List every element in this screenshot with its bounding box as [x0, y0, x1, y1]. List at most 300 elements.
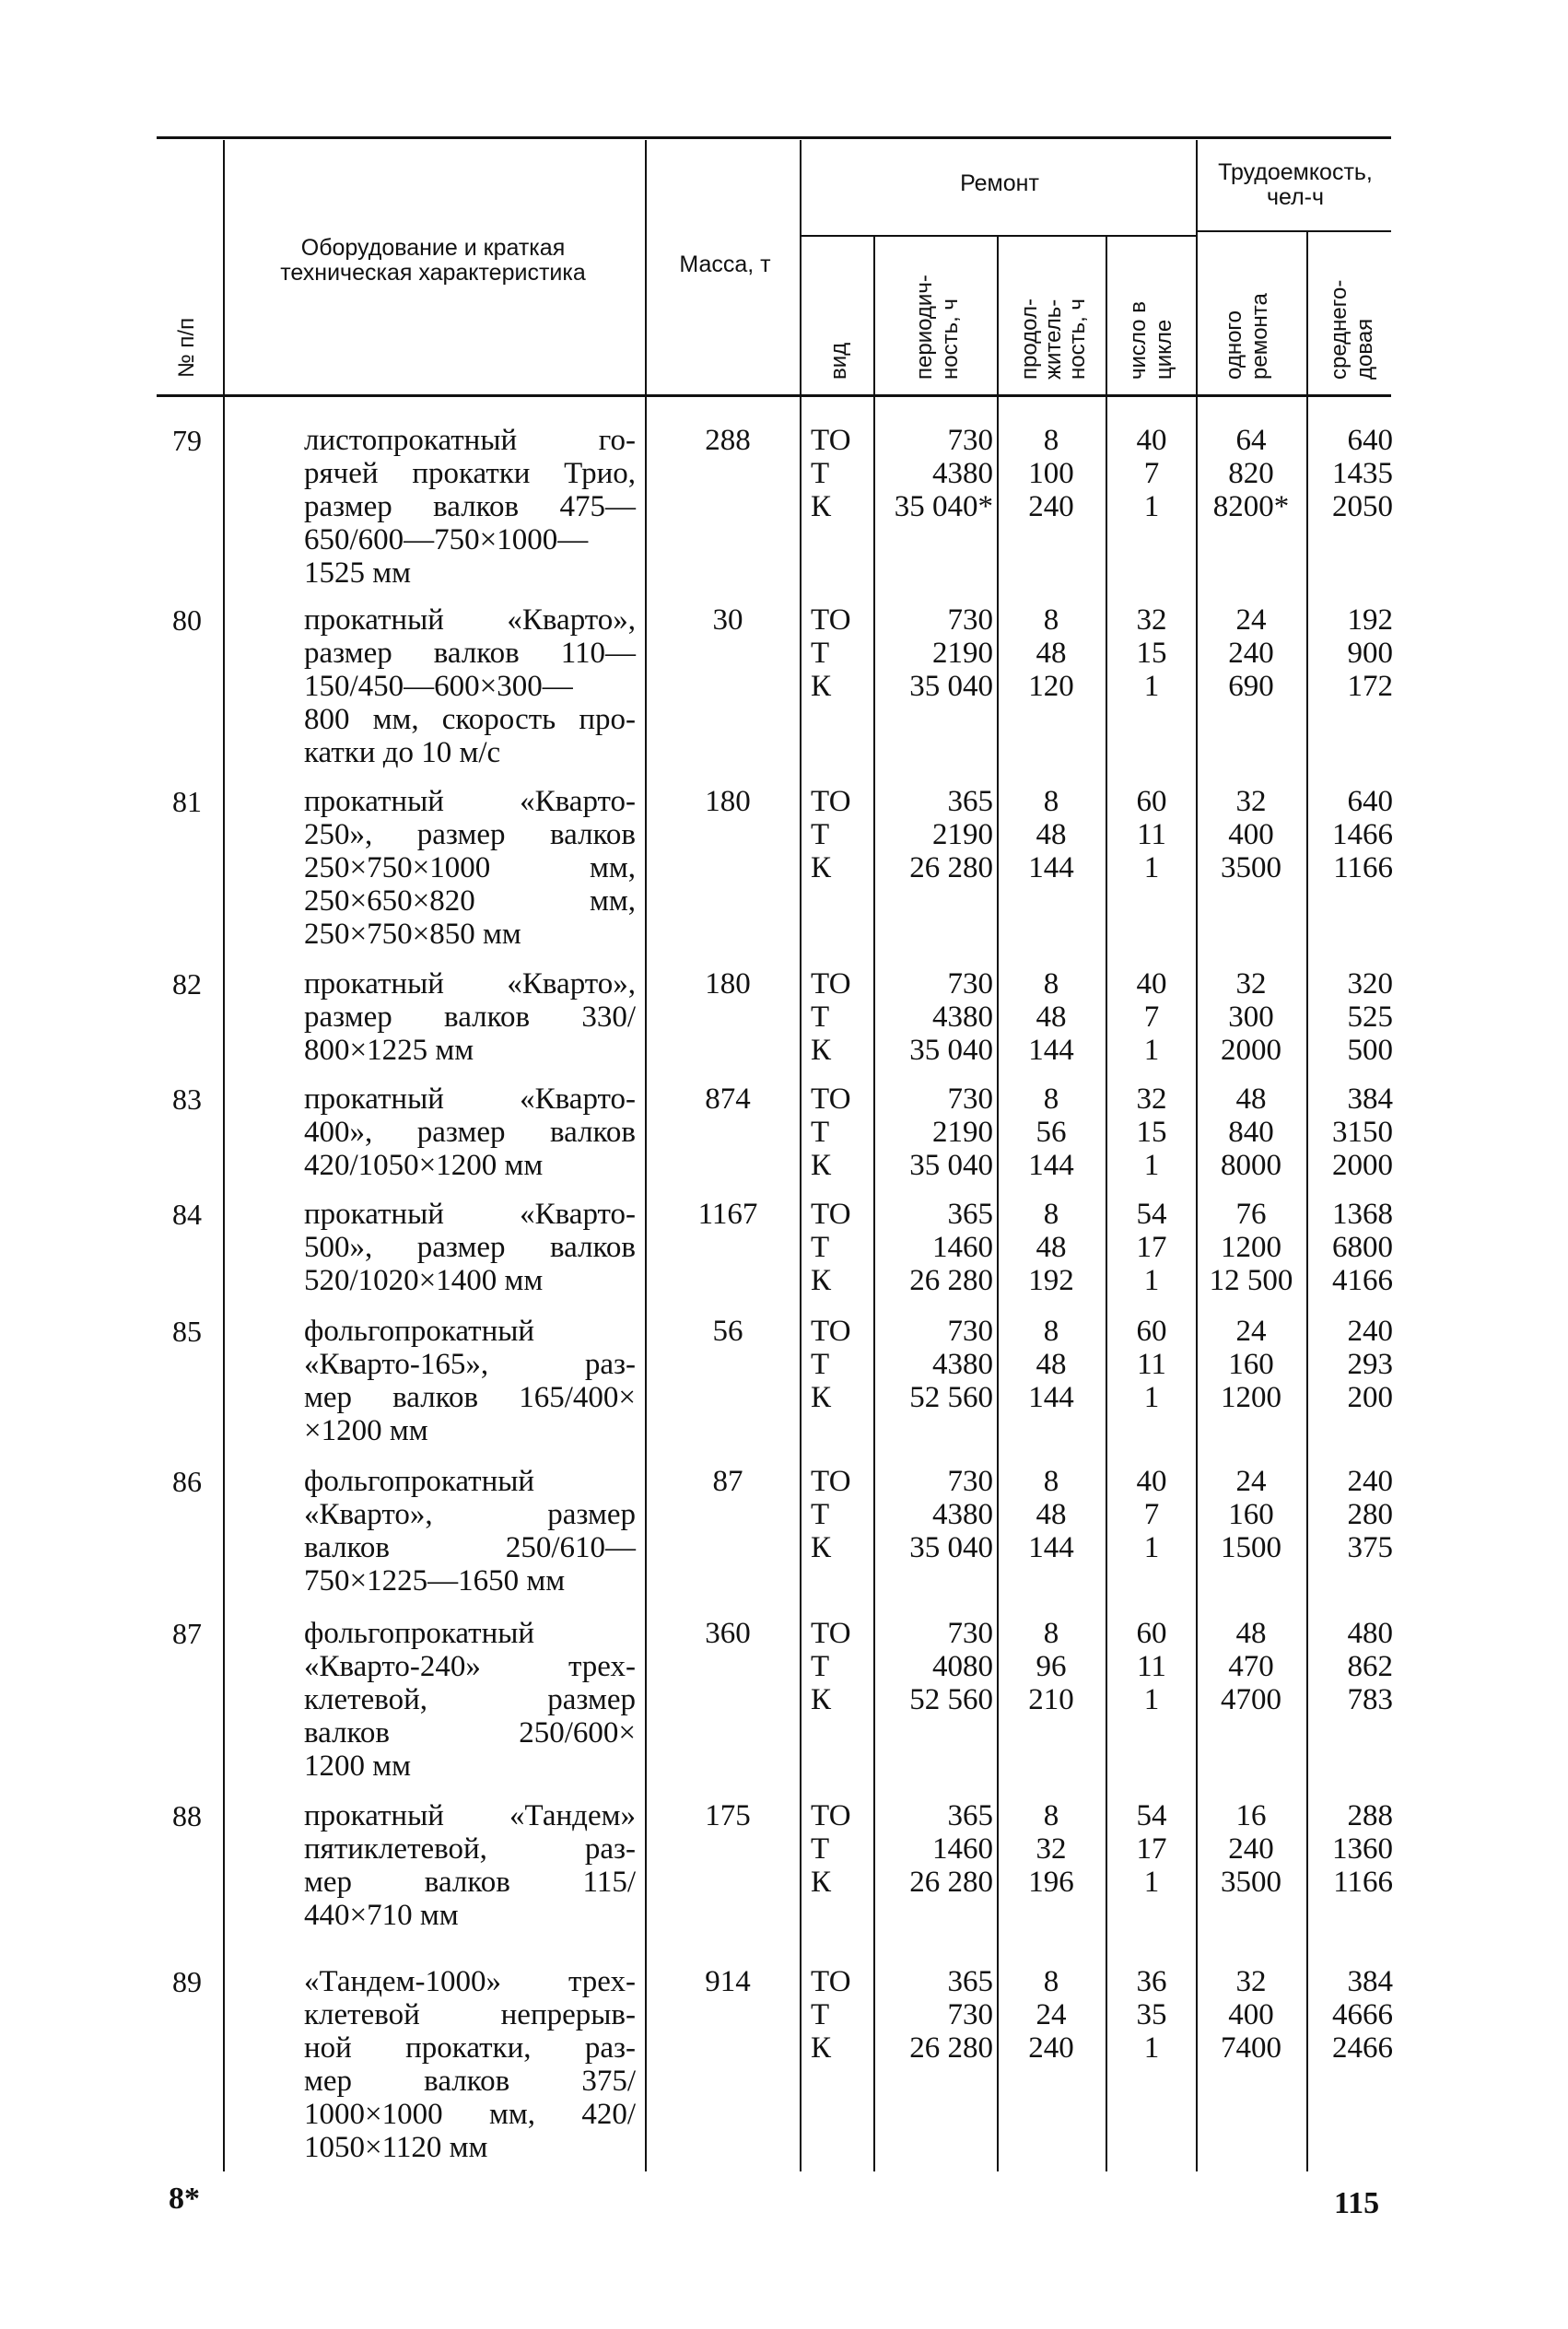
description-line: 650/600—750×1000—: [304, 523, 589, 556]
count-value: 1: [1143, 670, 1160, 703]
duration-value: 8: [1043, 603, 1059, 637]
count-value: 60: [1136, 1617, 1167, 1650]
description-line: прокатный «Кварто»,: [304, 967, 636, 1001]
duration-value: 120: [1028, 670, 1074, 703]
duration-value: 48: [1036, 1231, 1067, 1264]
description-line: 500», размер валков: [304, 1231, 636, 1264]
labor-avg-value: 293: [1347, 1348, 1393, 1381]
period-value: 2190: [932, 1116, 993, 1149]
duration-value: 144: [1028, 1149, 1074, 1182]
description-line: мер валков 165/400×: [304, 1381, 636, 1414]
count-value: 1: [1143, 1264, 1160, 1297]
description-line: размер валков 475—: [304, 490, 636, 523]
description-line: размер валков 330/: [304, 1001, 636, 1034]
period-value: 730: [947, 1998, 993, 2031]
duration-value: 24: [1036, 1998, 1067, 2031]
header-col-equipment: Оборудование и краткая техническая характеристика: [280, 235, 586, 286]
equipment-description: [304, 1617, 636, 1783]
period-value: 1460: [932, 1832, 993, 1866]
count-value: 36: [1136, 1965, 1167, 1998]
count-value: 54: [1136, 1799, 1167, 1832]
period-value: 730: [947, 1083, 993, 1116]
description-line: фольгопрокатный: [304, 1617, 535, 1650]
duration-value: 100: [1028, 457, 1074, 490]
count-value: 1: [1143, 1149, 1160, 1182]
col-divider-equipment: [645, 140, 647, 2171]
description-line: 250×750×850 мм: [304, 918, 521, 951]
repair-kind: К: [811, 2031, 832, 2065]
duration-value: 240: [1028, 2031, 1074, 2065]
labor-avg-value: 4166: [1332, 1264, 1393, 1297]
equipment-description: [304, 424, 636, 590]
labor-avg-value: 480: [1347, 1617, 1393, 1650]
period-value: 52 560: [909, 1683, 993, 1716]
period-value: 35 040*: [894, 490, 993, 523]
subheader-rule-repair: [802, 235, 1198, 237]
row-number: 86: [172, 1465, 202, 1498]
period-value: 4380: [932, 1348, 993, 1381]
description-line: 1050×1120 мм: [304, 2131, 488, 2164]
labor-avg-value: 2466: [1332, 2031, 1393, 2065]
labor-avg-value: 1360: [1332, 1832, 1393, 1866]
count-value: 11: [1137, 818, 1166, 851]
period-value: 730: [947, 1315, 993, 1348]
equipment-description: [304, 1965, 636, 2164]
period-value: 2190: [932, 818, 993, 851]
count-value: 32: [1136, 603, 1167, 637]
repair-kind: К: [811, 1264, 832, 1297]
duration-value: 240: [1028, 490, 1074, 523]
equipment-description: [304, 967, 636, 1067]
period-value: 35 040: [909, 1034, 993, 1067]
labor-avg-value: 783: [1347, 1683, 1393, 1716]
period-value: 730: [947, 1617, 993, 1650]
labor-one-value: 690: [1228, 670, 1274, 703]
description-line: 250×650×820 мм,: [304, 884, 636, 918]
labor-avg-value: 900: [1347, 637, 1393, 670]
labor-avg-value: 640: [1347, 424, 1393, 457]
labor-one-value: 4700: [1221, 1683, 1281, 1716]
count-value: 17: [1136, 1832, 1167, 1866]
duration-value: 8: [1043, 1315, 1059, 1348]
description-line: 400», размер валков: [304, 1116, 636, 1149]
repair-kind: К: [811, 851, 832, 884]
labor-avg-value: 384: [1347, 1083, 1393, 1116]
period-value: 4080: [932, 1650, 993, 1683]
header-col-avg: среднего-довая: [1327, 279, 1377, 380]
period-value: 730: [947, 603, 993, 637]
labor-one-value: 32: [1235, 1965, 1267, 1998]
description-line: 250», размер валков: [304, 818, 636, 851]
mass-value: 175: [705, 1799, 751, 1832]
mass-value: 874: [705, 1083, 751, 1116]
repair-kind: ТО: [811, 603, 851, 637]
repair-kind: ТО: [811, 1465, 851, 1498]
labor-avg-value: 2000: [1332, 1149, 1393, 1182]
labor-one-value: 8000: [1221, 1149, 1281, 1182]
labor-avg-value: 375: [1347, 1531, 1393, 1564]
labor-one-value: 48: [1235, 1617, 1267, 1650]
description-line: «Кварто-240» трех-: [304, 1650, 636, 1683]
col-divider-mass: [800, 140, 802, 2171]
repair-kind: К: [811, 1531, 832, 1564]
duration-value: 8: [1043, 1965, 1059, 1998]
repair-kind: Т: [811, 1231, 830, 1264]
header-group-repair: Ремонт: [960, 170, 1039, 196]
repair-kind: ТО: [811, 785, 851, 818]
count-value: 40: [1136, 1465, 1167, 1498]
labor-one-value: 32: [1235, 785, 1267, 818]
mass-value: 360: [705, 1617, 751, 1650]
repair-kind: ТО: [811, 424, 851, 457]
row-number: 83: [172, 1083, 202, 1116]
duration-value: 196: [1028, 1866, 1074, 1899]
equipment-description: [304, 1083, 636, 1182]
repair-kind: Т: [811, 1832, 830, 1866]
description-line: 250×750×1000 мм,: [304, 851, 636, 884]
labor-avg-value: 172: [1347, 670, 1393, 703]
labor-one-value: 12 500: [1209, 1264, 1293, 1297]
period-value: 26 280: [909, 2031, 993, 2065]
labor-one-value: 840: [1228, 1116, 1274, 1149]
description-line: «Кварто», размер: [304, 1498, 636, 1531]
labor-avg-value: 240: [1347, 1465, 1393, 1498]
description-line: 420/1050×1200 мм: [304, 1149, 544, 1182]
description-line: «Тандем-1000» трех-: [304, 1965, 636, 1998]
description-line: 520/1020×1400 мм: [304, 1264, 544, 1297]
labor-one-value: 1200: [1221, 1231, 1281, 1264]
subheader-rule-labor: [1198, 230, 1391, 232]
count-value: 54: [1136, 1198, 1167, 1231]
mass-value: 87: [712, 1465, 743, 1498]
header-col-duration: продол-житель-ность, ч: [1017, 298, 1090, 380]
count-value: 40: [1136, 424, 1167, 457]
count-value: 15: [1136, 637, 1167, 670]
labor-one-value: 1200: [1221, 1381, 1281, 1414]
repair-kind: К: [811, 490, 832, 523]
labor-one-value: 64: [1235, 424, 1267, 457]
description-line: листопрокатный го-: [304, 424, 636, 457]
count-value: 1: [1143, 851, 1160, 884]
header-col-kind: вид: [826, 342, 851, 380]
labor-avg-value: 862: [1347, 1650, 1393, 1683]
repair-kind: К: [811, 1149, 832, 1182]
duration-value: 8: [1043, 424, 1059, 457]
period-value: 26 280: [909, 1264, 993, 1297]
labor-avg-value: 525: [1347, 1001, 1393, 1034]
count-value: 17: [1136, 1231, 1167, 1264]
description-line: 1525 мм: [304, 556, 412, 590]
labor-one-value: 24: [1235, 1315, 1267, 1348]
labor-avg-value: 280: [1347, 1498, 1393, 1531]
row-number: 85: [172, 1315, 202, 1348]
period-value: 730: [947, 424, 993, 457]
period-value: 26 280: [909, 1866, 993, 1899]
labor-avg-value: 2050: [1332, 490, 1393, 523]
labor-avg-value: 240: [1347, 1315, 1393, 1348]
mass-value: 30: [712, 603, 743, 637]
duration-value: 192: [1028, 1264, 1074, 1297]
repair-kind: Т: [811, 1498, 830, 1531]
equipment-description: [304, 603, 636, 769]
description-line: катки до 10 м/с: [304, 736, 501, 769]
duration-value: 96: [1036, 1650, 1067, 1683]
repair-kind: ТО: [811, 1315, 851, 1348]
labor-one-value: 240: [1228, 637, 1274, 670]
duration-value: 48: [1036, 1498, 1067, 1531]
description-line: прокатный «Кварто»,: [304, 603, 636, 637]
description-line: 800×1225 мм: [304, 1034, 474, 1067]
period-value: 4380: [932, 1001, 993, 1034]
mass-value: 180: [705, 785, 751, 818]
count-value: 1: [1143, 1034, 1160, 1067]
description-line: ной прокатки, раз-: [304, 2031, 636, 2065]
header-col-count: число в цикле: [1126, 301, 1176, 380]
repair-kind: Т: [811, 1998, 830, 2031]
description-line: «Кварто-165», раз-: [304, 1348, 636, 1381]
labor-avg-value: 640: [1347, 785, 1393, 818]
labor-avg-value: 1368: [1332, 1198, 1393, 1231]
repair-kind: ТО: [811, 1083, 851, 1116]
count-value: 7: [1143, 1498, 1160, 1531]
count-value: 11: [1137, 1650, 1166, 1683]
repair-kind: К: [811, 1866, 832, 1899]
header-col-no: № п/п: [174, 317, 199, 378]
labor-one-value: 400: [1228, 1998, 1274, 2031]
count-value: 1: [1143, 490, 1160, 523]
repair-kind: Т: [811, 1116, 830, 1149]
count-value: 7: [1143, 1001, 1160, 1034]
repair-kind: ТО: [811, 967, 851, 1001]
duration-value: 32: [1036, 1832, 1067, 1866]
labor-avg-value: 1166: [1333, 1866, 1393, 1899]
header-bottom-rule: [157, 394, 1391, 397]
duration-value: 144: [1028, 851, 1074, 884]
description-line: 750×1225—1650 мм: [304, 1564, 566, 1598]
period-value: 26 280: [909, 851, 993, 884]
labor-one-value: 240: [1228, 1832, 1274, 1866]
description-line: рячей прокатки Трио,: [304, 457, 636, 490]
row-number: 82: [172, 967, 202, 1001]
labor-avg-value: 200: [1347, 1381, 1393, 1414]
header-group-labor: Трудоемкость, чел-ч: [1218, 159, 1373, 210]
count-value: 40: [1136, 967, 1167, 1001]
repair-kind: Т: [811, 637, 830, 670]
duration-value: 48: [1036, 818, 1067, 851]
labor-avg-value: 192: [1347, 603, 1393, 637]
period-value: 365: [947, 1198, 993, 1231]
labor-one-value: 820: [1228, 457, 1274, 490]
count-value: 60: [1136, 785, 1167, 818]
col-divider-no: [223, 140, 225, 2171]
labor-avg-value: 4666: [1332, 1998, 1393, 2031]
description-line: прокатный «Тандем»: [304, 1799, 636, 1832]
duration-value: 8: [1043, 1617, 1059, 1650]
period-value: 35 040: [909, 1149, 993, 1182]
labor-one-value: 24: [1235, 603, 1267, 637]
count-value: 1: [1143, 1866, 1160, 1899]
repair-kind: К: [811, 1381, 832, 1414]
labor-one-value: 3500: [1221, 851, 1281, 884]
labor-avg-value: 1435: [1332, 457, 1393, 490]
labor-avg-value: 1166: [1333, 851, 1393, 884]
equipment-description: [304, 1465, 636, 1598]
description-line: мер валков 375/: [304, 2065, 636, 2098]
header-col-mass: Масса, т: [679, 252, 771, 277]
description-line: прокатный «Кварто-: [304, 785, 636, 818]
period-value: 365: [947, 1799, 993, 1832]
count-value: 15: [1136, 1116, 1167, 1149]
period-value: 35 040: [909, 670, 993, 703]
signature-mark: 8*: [169, 2182, 200, 2216]
labor-one-value: 160: [1228, 1348, 1274, 1381]
repair-kind: ТО: [811, 1198, 851, 1231]
row-number: 80: [172, 603, 202, 637]
count-value: 1: [1143, 1683, 1160, 1716]
row-number: 84: [172, 1198, 202, 1231]
count-value: 7: [1143, 457, 1160, 490]
period-value: 52 560: [909, 1381, 993, 1414]
equipment-description: [304, 785, 636, 951]
mass-value: 914: [705, 1965, 751, 1998]
period-value: 2190: [932, 637, 993, 670]
description-line: клетевой, размер: [304, 1683, 636, 1716]
duration-value: 144: [1028, 1034, 1074, 1067]
repair-kind: Т: [811, 1348, 830, 1381]
description-line: 1000×1000 мм, 420/: [304, 2098, 636, 2131]
row-number: 81: [172, 785, 202, 818]
labor-avg-value: 384: [1347, 1965, 1393, 1998]
labor-one-value: 76: [1235, 1198, 1267, 1231]
duration-value: 56: [1036, 1116, 1067, 1149]
repair-kind: К: [811, 1034, 832, 1067]
description-line: валков 250/610—: [304, 1531, 636, 1564]
description-line: клетевой непрерыв-: [304, 1998, 636, 2031]
labor-one-value: 24: [1235, 1465, 1267, 1498]
equipment-description: [304, 1198, 636, 1297]
count-value: 32: [1136, 1083, 1167, 1116]
duration-value: 8: [1043, 785, 1059, 818]
labor-one-value: 2000: [1221, 1034, 1281, 1067]
description-line: мер валков 115/: [304, 1866, 636, 1899]
page-number: 115: [1334, 2186, 1380, 2220]
equipment-description: [304, 1315, 636, 1447]
description-line: прокатный «Кварто-: [304, 1083, 636, 1116]
col-divider-period: [997, 237, 999, 2171]
description-line: 150/450—600×300—: [304, 670, 573, 703]
labor-one-value: 3500: [1221, 1866, 1281, 1899]
description-line: размер валков 110—: [304, 637, 636, 670]
duration-value: 8: [1043, 1465, 1059, 1498]
labor-one-value: 7400: [1221, 2031, 1281, 2065]
labor-one-value: 400: [1228, 818, 1274, 851]
period-value: 35 040: [909, 1531, 993, 1564]
description-line: валков 250/600×: [304, 1716, 636, 1750]
labor-one-value: 8200*: [1212, 490, 1290, 523]
period-value: 730: [947, 1465, 993, 1498]
row-number: 89: [172, 1965, 202, 1998]
labor-one-value: 48: [1235, 1083, 1267, 1116]
duration-value: 210: [1028, 1683, 1074, 1716]
description-line: прокатный «Кварто-: [304, 1198, 636, 1231]
header-col-period: периодич-ность, ч: [912, 275, 963, 380]
duration-value: 144: [1028, 1381, 1074, 1414]
labor-avg-value: 500: [1347, 1034, 1393, 1067]
description-line: фольгопрокатный: [304, 1465, 535, 1498]
repair-kind: К: [811, 1683, 832, 1716]
labor-one-value: 32: [1235, 967, 1267, 1001]
description-line: фольгопрокатный: [304, 1315, 535, 1348]
mass-value: 1167: [697, 1198, 758, 1231]
col-divider-duration: [1106, 237, 1107, 2171]
mass-value: 180: [705, 967, 751, 1001]
period-value: 1460: [932, 1231, 993, 1264]
repair-kind: К: [811, 670, 832, 703]
equipment-description: [304, 1799, 636, 1932]
description-line: ×1200 мм: [304, 1414, 428, 1447]
repair-kind: Т: [811, 457, 830, 490]
duration-value: 8: [1043, 1799, 1059, 1832]
description-line: 1200 мм: [304, 1750, 412, 1783]
labor-one-value: 470: [1228, 1650, 1274, 1683]
row-number: 79: [172, 424, 202, 457]
period-value: 4380: [932, 1498, 993, 1531]
duration-value: 48: [1036, 1348, 1067, 1381]
header-col-one: одного ремонта: [1222, 293, 1272, 380]
count-value: 1: [1143, 1381, 1160, 1414]
labor-one-value: 300: [1228, 1001, 1274, 1034]
count-value: 35: [1136, 1998, 1167, 2031]
count-value: 11: [1137, 1348, 1166, 1381]
period-value: 365: [947, 1965, 993, 1998]
labor-one-value: 1500: [1221, 1531, 1281, 1564]
labor-avg-value: 6800: [1332, 1231, 1393, 1264]
labor-avg-value: 288: [1347, 1799, 1393, 1832]
duration-value: 8: [1043, 1198, 1059, 1231]
labor-avg-value: 1466: [1332, 818, 1393, 851]
count-value: 1: [1143, 2031, 1160, 2065]
labor-one-value: 16: [1235, 1799, 1267, 1832]
duration-value: 8: [1043, 967, 1059, 1001]
description-line: 440×710 мм: [304, 1899, 459, 1932]
duration-value: 48: [1036, 637, 1067, 670]
period-value: 365: [947, 785, 993, 818]
duration-value: 144: [1028, 1531, 1074, 1564]
repair-kind: ТО: [811, 1965, 851, 1998]
description-line: 800 мм, скорость про-: [304, 703, 636, 736]
description-line: пятиклетевой, раз-: [304, 1832, 636, 1866]
repair-kind: ТО: [811, 1799, 851, 1832]
row-number: 88: [172, 1799, 202, 1832]
repair-kind: Т: [811, 1650, 830, 1683]
labor-avg-value: 3150: [1332, 1116, 1393, 1149]
duration-value: 48: [1036, 1001, 1067, 1034]
mass-value: 56: [712, 1315, 743, 1348]
count-value: 60: [1136, 1315, 1167, 1348]
count-value: 1: [1143, 1531, 1160, 1564]
period-value: 4380: [932, 457, 993, 490]
mass-value: 288: [705, 424, 751, 457]
repair-kind: Т: [811, 818, 830, 851]
labor-one-value: 160: [1228, 1498, 1274, 1531]
repair-kind: Т: [811, 1001, 830, 1034]
duration-value: 8: [1043, 1083, 1059, 1116]
table-top-rule: [157, 136, 1391, 139]
repair-kind: ТО: [811, 1617, 851, 1650]
period-value: 730: [947, 967, 993, 1001]
row-number: 87: [172, 1617, 202, 1650]
labor-avg-value: 320: [1347, 967, 1393, 1001]
